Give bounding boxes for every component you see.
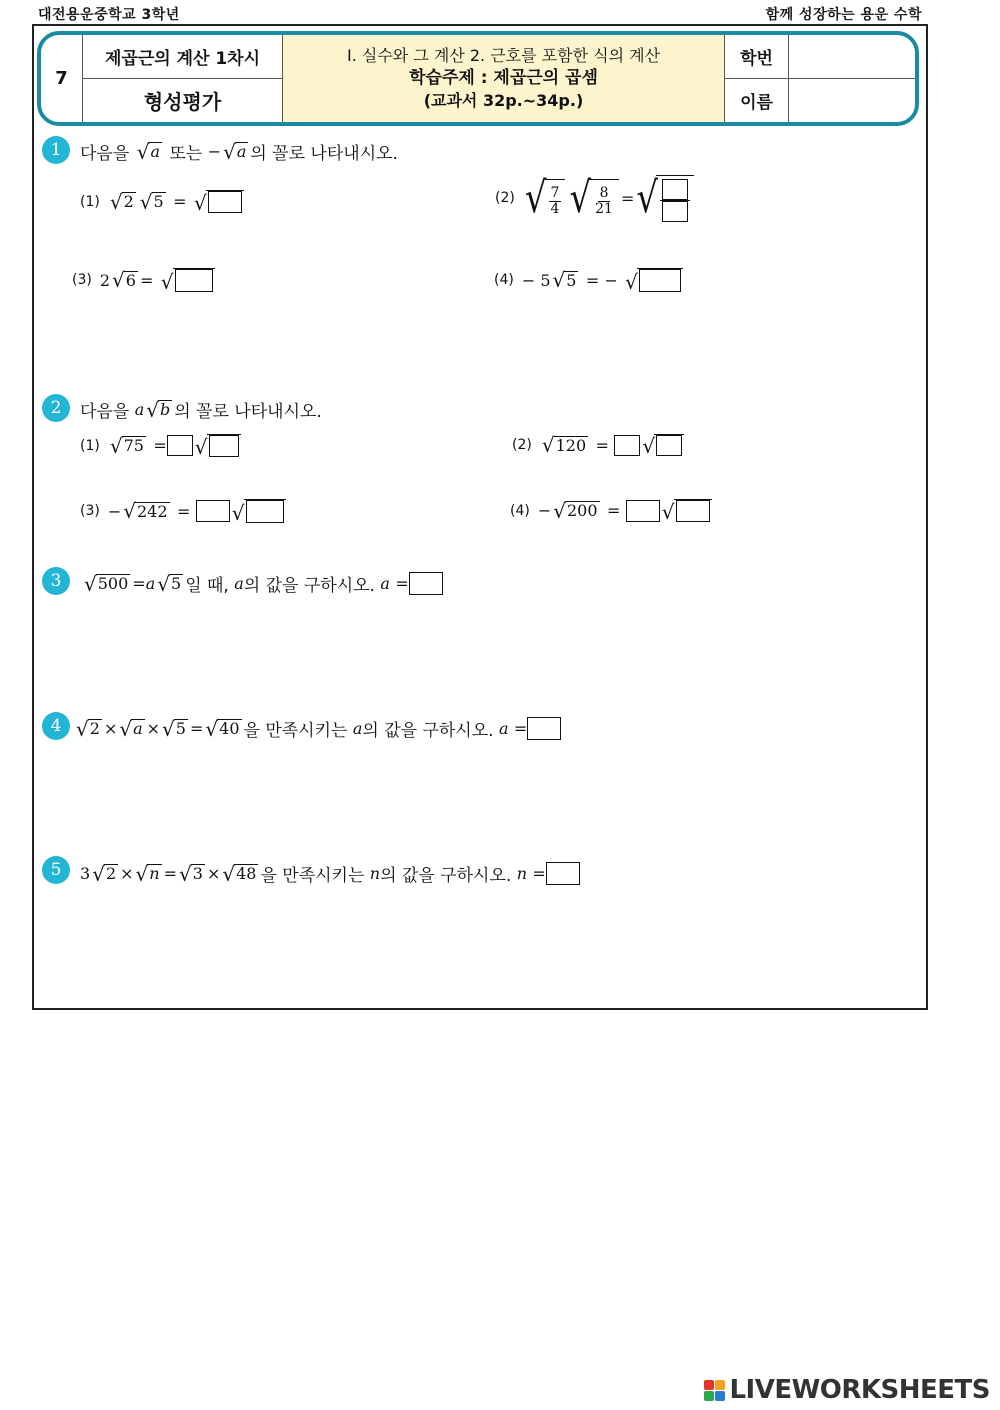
question-4-prompt: √ 2 × √ a × √ 5 = √ 40 을 만족시키는 a 의 값을 구하시오. a = [74, 716, 561, 741]
q2-item-2: (2) √ 120 = √ [512, 434, 686, 456]
q1-item-4: (4) − 5 √ 5 = − √ [494, 268, 685, 292]
answer-box-radicand[interactable] [676, 500, 710, 522]
textbook-pages: (교과서 32p.~34p.) [423, 90, 584, 110]
question-2-badge: 2 [42, 394, 70, 422]
q1-item-2: (2) √ $\frac{7}{4}$ √ $\frac{8}{21}$ = √ [495, 175, 696, 222]
neg-sqrt-a: √ a [223, 139, 247, 164]
logo-badge-icon [704, 1380, 725, 1401]
answer-box-coef[interactable] [626, 500, 660, 522]
answer-box-denominator[interactable] [662, 201, 688, 222]
answer-box-coef[interactable] [196, 500, 230, 522]
topic-text: 학습주제 : 제곱근의 곱셈 [409, 68, 598, 89]
answer-box-radicand[interactable] [656, 435, 682, 456]
answer-box[interactable] [175, 269, 213, 292]
answer-box-coef[interactable] [614, 435, 640, 456]
answer-box[interactable] [409, 572, 443, 595]
lesson-number: 7 [41, 35, 83, 122]
q1-item-3: (3) 2 √ 6 = √ [72, 268, 217, 292]
name-label: 이름 [725, 79, 789, 122]
question-3-badge: 3 [42, 567, 70, 595]
answer-box-numerator[interactable] [662, 179, 688, 200]
q1-pre: 다음을 [80, 144, 130, 164]
student-no-input[interactable] [789, 35, 919, 79]
question-2-prompt: 다음을 a √ b 의 꼴로 나타내시오. [80, 397, 322, 422]
question-3-prompt: √ 500 = a √ 5 일 때, a 의 값을 구하시오. a = [82, 571, 443, 596]
liveworksheets-logo [704, 1375, 990, 1405]
question-5-badge: 5 [42, 856, 70, 884]
q1-item-1: (1) √ 2 √ 5 = √ [80, 190, 246, 213]
answer-box-radicand[interactable] [209, 435, 239, 457]
question-1-badge: 1 [42, 136, 70, 164]
sqrt-a: √ a [136, 139, 160, 164]
q2-item-3: (3) − √ 242 = √ [80, 499, 288, 523]
topic-cell [283, 35, 725, 122]
lesson-title: 제곱근의 계산 1차시 [83, 35, 283, 79]
question-5-prompt: 3 √ 2 × √ n = √ 3 × √ 48 을 만족시키는 n 의 값을 구하시오. n = [80, 861, 580, 886]
answer-box[interactable] [546, 862, 580, 885]
student-no-label: 학번 [725, 35, 789, 79]
lesson-subtitle: 형성평가 [83, 79, 283, 122]
q1-mid: 또는 [169, 144, 203, 164]
logo-text: LIVEWORKSHEETS [729, 1375, 990, 1405]
name-input[interactable] [789, 79, 919, 122]
q1-post: 의 꼴로 나타내시오. [250, 144, 398, 164]
school-label: 대전용운중학교 3학년 [38, 7, 180, 23]
motto-label: 함께 성장하는 용운 수학 [765, 7, 922, 23]
answer-box[interactable] [639, 269, 681, 292]
q2-item-4: (4) − √ 200 = √ [510, 499, 714, 522]
q2-item-1: (1) √ 75 = √ [80, 434, 243, 457]
question-1-prompt: 다음을 √ a 또는 − √ a 의 꼴로 나타내시오. [80, 139, 398, 164]
answer-box-coef[interactable] [167, 435, 193, 456]
answer-box[interactable] [527, 717, 561, 740]
question-4-badge: 4 [42, 712, 70, 740]
unit-text: Ⅰ. 실수와 그 계산 2. 근호를 포함한 식의 계산 [346, 46, 661, 66]
answer-box-radicand[interactable] [246, 500, 284, 523]
header-table [37, 31, 919, 126]
answer-box[interactable] [208, 191, 242, 213]
